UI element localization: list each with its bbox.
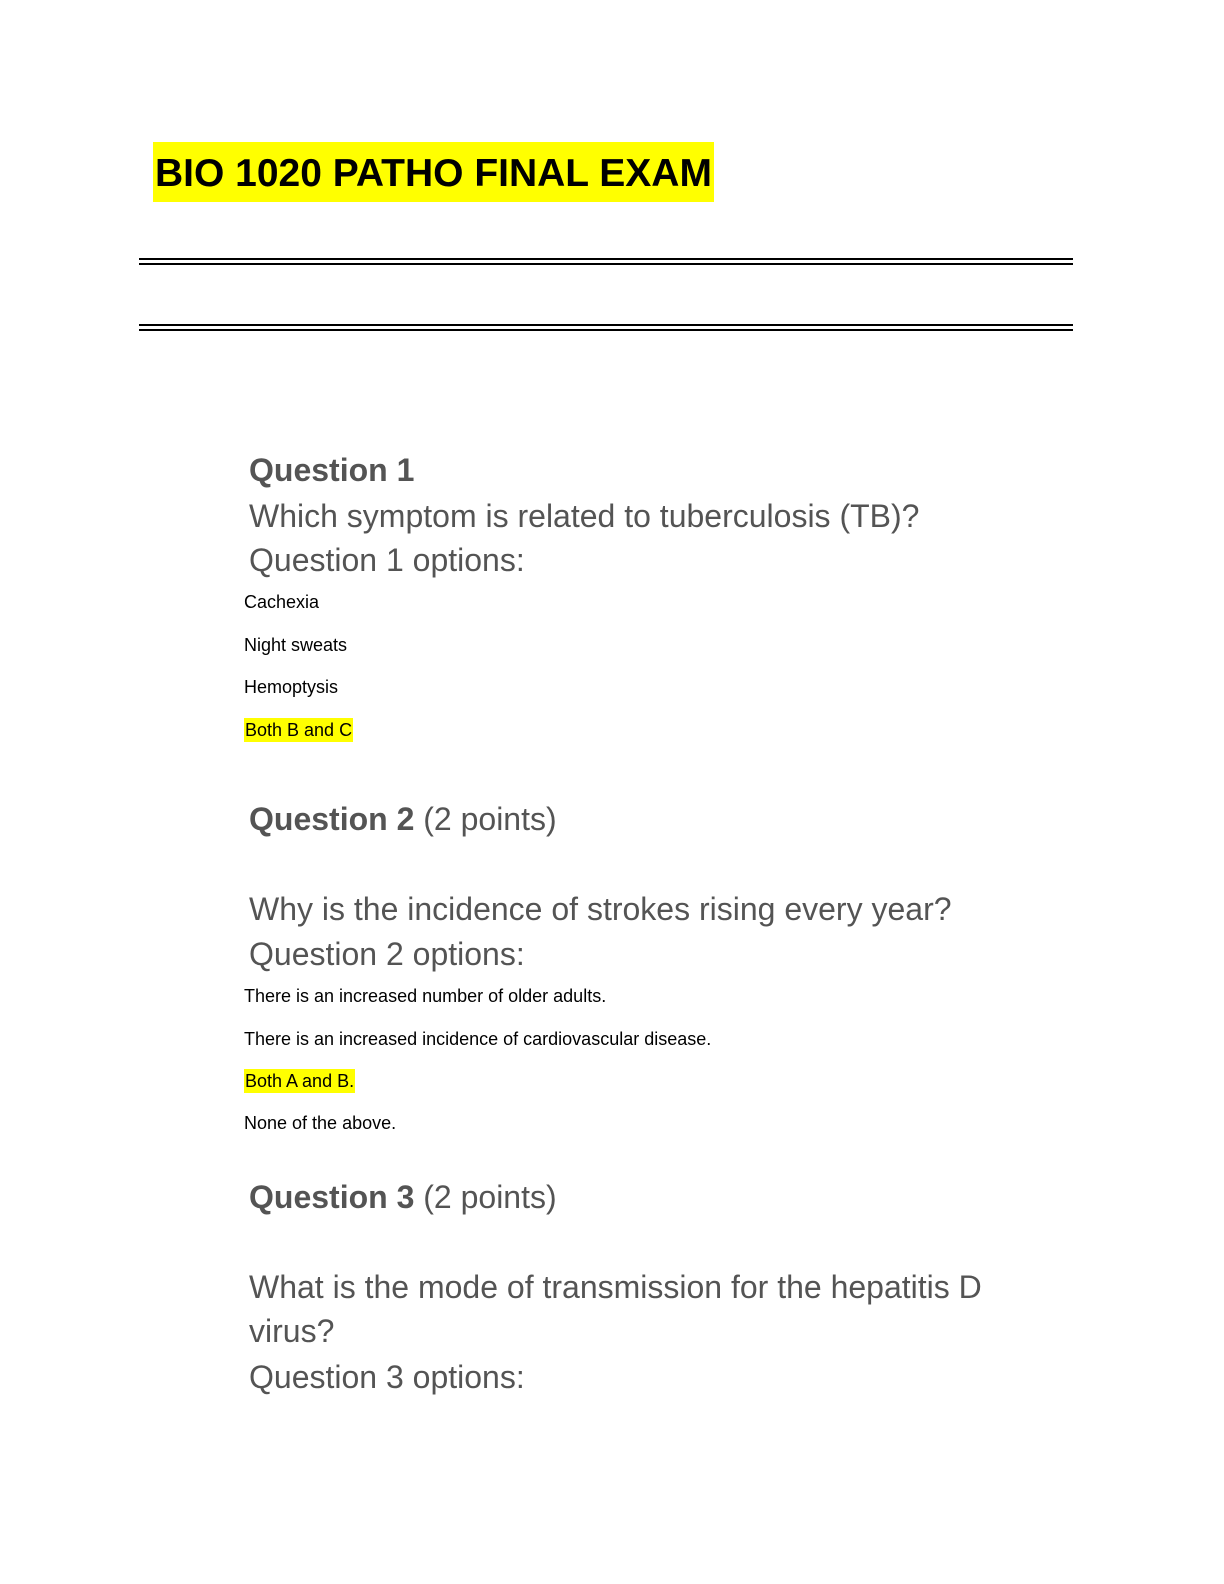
question-1-option-c: Hemoptysis bbox=[244, 677, 339, 697]
question-2-options-label: Question 2 options: bbox=[249, 936, 525, 972]
question-1-text: Which symptom is related to tuberculosis (TB)? bbox=[249, 498, 920, 534]
question-1-heading bbox=[249, 450, 414, 490]
question-2-points: (2 points) bbox=[423, 801, 557, 837]
question-2-heading bbox=[249, 799, 557, 839]
question-2-option-a: There is an increased number of older adults. bbox=[244, 986, 607, 1006]
question-3-text: What is the mode of transmission for the hepatitis D virus? bbox=[249, 1269, 982, 1349]
question-2-option-b: There is an increased incidence of cardiovascular disease. bbox=[244, 1029, 712, 1049]
question-3-title: Question 3 bbox=[249, 1179, 415, 1215]
question-3-options-label: Question 3 options: bbox=[249, 1359, 525, 1395]
question-1-option-d-highlighted: Both B and C bbox=[245, 720, 353, 740]
question-3-heading bbox=[249, 1177, 557, 1217]
double-rule-bottom bbox=[139, 324, 1073, 331]
question-1-option-a: Cachexia bbox=[244, 592, 320, 612]
question-2-text: Why is the incidence of strokes rising every year? bbox=[249, 891, 952, 927]
double-rule-top bbox=[139, 258, 1073, 265]
question-2-title: Question 2 bbox=[249, 801, 415, 837]
question-1-options-label: Question 1 options: bbox=[249, 542, 525, 578]
question-1-title: Question 1 bbox=[249, 452, 415, 488]
question-3-points: (2 points) bbox=[423, 1179, 557, 1215]
question-2-option-c-highlighted: Both A and B. bbox=[245, 1071, 355, 1091]
question-2-option-d: None of the above. bbox=[244, 1113, 397, 1133]
document-title: BIO 1020 PATHO FINAL EXAM bbox=[153, 142, 714, 202]
question-1-option-b: Night sweats bbox=[244, 635, 348, 655]
